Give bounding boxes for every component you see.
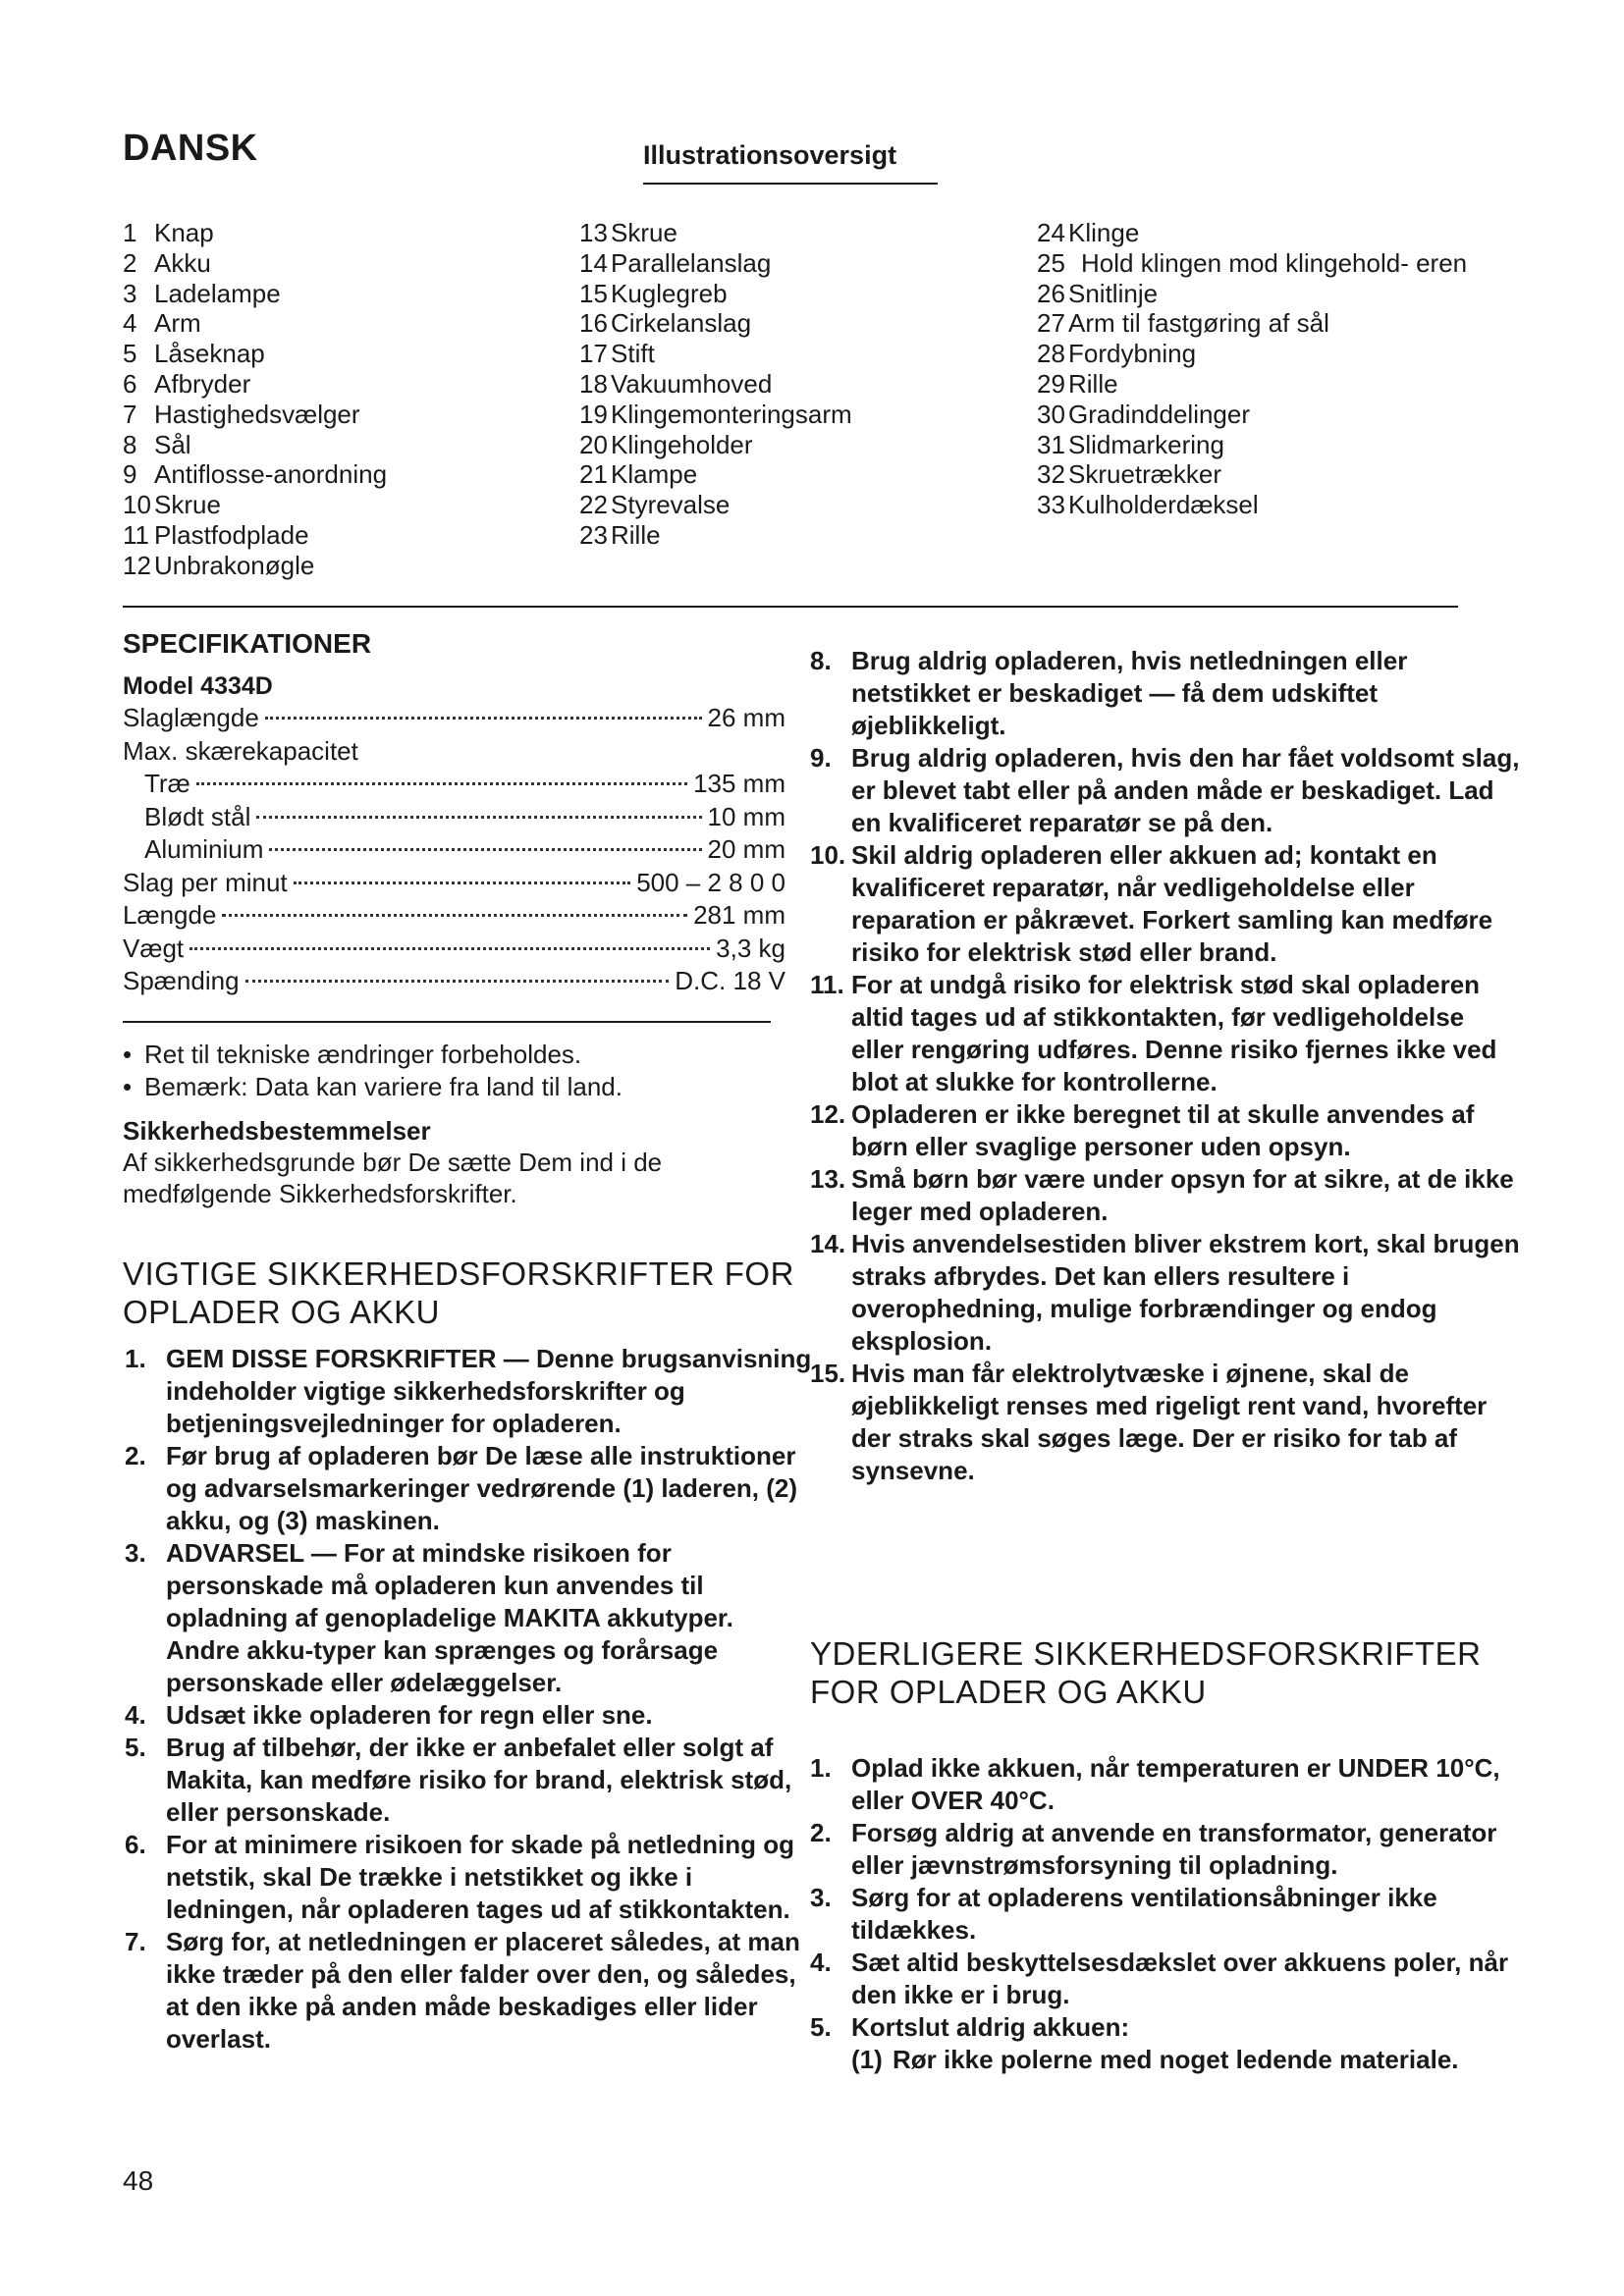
part-number: 25	[1037, 247, 1065, 278]
part-label: Stift	[611, 339, 655, 369]
list-item	[810, 1817, 1522, 1882]
part-item	[579, 339, 852, 369]
item-number: 10.	[810, 840, 846, 870]
part-label: Låseknap	[154, 339, 265, 369]
item-number: 3.	[125, 1538, 146, 1568]
list-item	[125, 1926, 812, 2056]
part-number: 9	[123, 459, 137, 490]
item-number: 11.	[810, 970, 844, 999]
item-text: ADVARSEL — For at mindske risikoen for personskade må opladeren kun anvendes til opladning af genopladelige MAKITA akkutyper. Andre akku-typer kan sprænges og forårsage personskade eller ødelæggelser.	[166, 1538, 733, 1697]
item-text: Hvis anvendelsestiden bliver ekstrem kort, skal brugen straks afbrydes. Det kan ellers resultere i overophedning, mulige forbrændinger og endog eksplosion.	[851, 1229, 1520, 1356]
part-number: 16	[579, 308, 608, 339]
spec-value: 26 mm	[707, 703, 785, 732]
part-number: 15	[579, 278, 608, 308]
illustration-overview-title: Illustrationsoversigt	[643, 140, 897, 170]
part-label: Rille	[611, 519, 661, 550]
item-text: For at minimere risikoen for skade på netledning og netstik, skal De trække i netstikket og ikke i ledningen, når opladeren tages ud af stikkontakten.	[166, 1830, 795, 1924]
spec-row	[123, 965, 785, 998]
part-item	[579, 308, 852, 339]
important-safety-title: VIGTIGE SIKKERHEDSFORSKRIFTER FOR OPLADER OG AKKU	[123, 1255, 794, 1330]
part-item	[1037, 459, 1469, 490]
spec-label: Slaglængde	[123, 703, 259, 732]
item-text: Forsøg aldrig at anvende en transformator, generator eller jævnstrømsforsyning til opladning.	[851, 1818, 1497, 1880]
title-underline	[643, 183, 938, 185]
part-item	[123, 218, 387, 248]
leader-dots	[189, 947, 710, 950]
part-label: Ladelampe	[154, 278, 281, 308]
part-number: 33	[1037, 490, 1065, 520]
part-number: 29	[1037, 368, 1065, 399]
leader-dots	[196, 782, 687, 785]
part-label: Klinge	[1068, 218, 1140, 247]
spec-label: Træ	[144, 769, 190, 798]
part-label: Sål	[154, 429, 191, 459]
item-number: 4.	[810, 1948, 832, 1977]
part-label: Unbrakonøgle	[154, 550, 315, 580]
part-item	[579, 369, 852, 400]
part-item	[1037, 279, 1469, 309]
list-item	[810, 1228, 1522, 1358]
parts-list-column-3	[1037, 218, 1469, 520]
part-number: 13	[579, 218, 608, 247]
spec-row	[123, 768, 785, 801]
item-number: 1.	[125, 1344, 146, 1373]
spec-value: 20 mm	[707, 834, 785, 864]
part-item	[1037, 308, 1469, 339]
list-item	[810, 2011, 1522, 2044]
section-divider	[123, 606, 1458, 608]
part-item	[579, 490, 852, 520]
list-item	[125, 1699, 812, 1732]
part-label: Antiflosse-anordning	[154, 459, 388, 490]
list-item	[125, 1440, 812, 1537]
parts-list-column-1	[123, 218, 387, 581]
part-label: Skrue	[611, 218, 677, 247]
item-text: GEM DISSE FORSKRIFTER — Denne brugsanvisning indeholder vigtige sikkerhedsforskrifter og betjeningsvejledninger for opladeren.	[166, 1344, 812, 1438]
part-label: Vakuumhoved	[611, 368, 773, 399]
spec-row	[123, 801, 785, 834]
page-number: 48	[123, 2165, 154, 2196]
part-number: 30	[1037, 399, 1065, 429]
part-number: 21	[579, 459, 608, 490]
spec-note: • Ret til tekniske ændringer forbeholdes.	[123, 1039, 790, 1071]
part-label: Plastfodplade	[154, 519, 309, 550]
part-number: 24	[1037, 218, 1065, 247]
item-text: Sørg for, at netledningen er placeret således, at man ikke træder på den eller falder over den, og således, at den ikke på anden måde beskadiges eller lider overlast.	[166, 1927, 800, 2054]
part-label: Kulholderdæksel	[1068, 490, 1259, 520]
list-item	[125, 1829, 812, 1926]
item-number: 8.	[810, 646, 832, 675]
part-item	[1037, 400, 1469, 430]
part-number: 2	[123, 247, 137, 278]
spec-label: Blødt stål	[144, 801, 251, 831]
part-label: Afbryder	[154, 368, 251, 399]
item-number: 5.	[125, 1733, 146, 1762]
item-number: 13.	[810, 1164, 846, 1194]
part-item	[123, 369, 387, 400]
leader-dots	[294, 881, 631, 884]
part-label: Klampe	[611, 459, 698, 490]
spec-row	[123, 867, 785, 900]
leader-dots	[265, 717, 702, 720]
part-label: Gradinddelinger	[1068, 399, 1251, 429]
part-number: 22	[579, 490, 608, 520]
part-item	[123, 490, 387, 520]
spec-value: 281 mm	[693, 900, 785, 930]
part-item	[1037, 369, 1469, 400]
leader-dots	[256, 816, 701, 819]
item-number: 6.	[125, 1830, 146, 1859]
item-text: Brug af tilbehør, der ikke er anbefalet eller solgt af Makita, kan medføre risiko for brand, elektrisk stød, eller personskade.	[166, 1733, 792, 1827]
part-number: 7	[123, 399, 137, 429]
part-label: Styrevalse	[611, 490, 731, 520]
part-number: 12	[123, 550, 151, 580]
spec-value: 3,3 kg	[716, 933, 785, 963]
important-safety-list	[125, 1343, 812, 2056]
part-number: 14	[579, 247, 608, 278]
part-item	[123, 308, 387, 339]
list-item	[810, 645, 1522, 742]
specifications-divider	[123, 1021, 771, 1023]
item-number: 15.	[810, 1359, 846, 1388]
specifications-table	[123, 702, 785, 998]
part-item	[1037, 218, 1469, 248]
part-item	[1037, 430, 1469, 460]
part-item	[123, 459, 387, 490]
part-number: 18	[579, 368, 608, 399]
list-item	[125, 1343, 812, 1440]
part-label: Knap	[154, 218, 214, 247]
spec-row	[123, 933, 785, 966]
part-label: Parallelanslag	[611, 247, 772, 278]
part-item	[579, 218, 852, 248]
spec-label: Spænding	[123, 966, 240, 995]
part-item	[579, 248, 852, 279]
part-number: 26	[1037, 278, 1065, 308]
spec-label: Længde	[123, 900, 217, 930]
item-text: Udsæt ikke opladeren for regn eller sne.	[166, 1700, 653, 1730]
item-number: 2.	[125, 1441, 146, 1470]
part-item	[1037, 490, 1469, 520]
part-item	[1037, 339, 1469, 369]
list-item	[125, 1732, 812, 1829]
item-number: 12.	[810, 1099, 846, 1129]
part-label: Snitlinje	[1068, 278, 1159, 308]
item-text: Sæt altid beskyttelsesdækslet over akkuens poler, når den ikke er i brug.	[851, 1948, 1509, 2009]
part-item	[123, 400, 387, 430]
part-label: Kuglegreb	[611, 278, 728, 308]
part-label: Klingeholder	[611, 429, 753, 459]
spec-row	[123, 899, 785, 933]
item-number: 9.	[810, 743, 832, 773]
sub-list-item	[851, 2044, 1522, 2076]
item-text: Kortslut aldrig akkuen:	[851, 2012, 1130, 2042]
important-safety-list-continued	[810, 645, 1522, 1487]
specifications-heading: SPECIFIKATIONER	[123, 628, 372, 659]
spec-row	[123, 833, 785, 867]
spec-value: D.C. 18 V	[675, 966, 785, 995]
part-item	[123, 430, 387, 460]
part-item	[123, 551, 387, 581]
spec-value: 500 – 2 8 0 0	[636, 867, 785, 897]
list-item	[810, 1358, 1522, 1487]
item-number: 5.	[810, 2012, 832, 2042]
list-item	[810, 1947, 1522, 2011]
part-item	[123, 339, 387, 369]
spec-value: 135 mm	[693, 769, 785, 798]
spec-note: • Bemærk: Data kan variere fra land til land.	[123, 1071, 790, 1103]
item-text: Hvis man får elektrolytvæske i øjnene, skal de øjeblikkeligt renses med rigeligt rent vand, hvorefter der straks skal søges læge. Der er risiko for tab af synsevne.	[851, 1359, 1488, 1485]
part-number: 11	[123, 519, 149, 550]
leader-dots	[245, 980, 670, 983]
language-heading: DANSK	[123, 128, 258, 169]
spec-value: 10 mm	[707, 801, 785, 831]
spec-label: Aluminium	[144, 834, 264, 864]
part-item	[1037, 248, 1469, 279]
part-number: 3	[123, 278, 137, 308]
safety-rules-text: Af sikkerhedsgrunde bør De sætte Dem ind i de medfølgende Sikkerhedsforskrifter.	[123, 1148, 663, 1208]
part-number: 19	[579, 399, 608, 429]
part-number: 10	[123, 490, 151, 520]
part-label: Skrue	[154, 490, 221, 520]
part-label: Cirkelanslag	[611, 308, 752, 339]
list-item	[810, 1752, 1522, 1817]
leader-dots	[269, 848, 701, 851]
part-number: 1	[123, 218, 137, 247]
item-text: For at undgå risiko for elektrisk stød skal opladeren altid tages ud af stikkontakten, før vedligeholdelse eller rengøring udføres. Denne risiko fjernes ikke ved blot at slukke for kontrollerne.	[851, 970, 1497, 1096]
item-text: Sørg for at opladerens ventilationsåbninger ikke tildækkes.	[851, 1883, 1437, 1945]
item-text: Små børn bør være under opsyn for at sikre, at de ikke leger med opladeren.	[851, 1164, 1514, 1226]
list-item	[810, 1098, 1522, 1163]
part-item	[579, 279, 852, 309]
list-item	[125, 1537, 812, 1699]
part-label: Hastighedsvælger	[154, 399, 360, 429]
additional-safety-list	[810, 1752, 1522, 2076]
part-number: 17	[579, 339, 608, 369]
sub-item-text: Rør ikke polerne med noget ledende materiale.	[893, 2045, 1459, 2074]
part-item	[579, 459, 852, 490]
item-number: 1.	[810, 1753, 832, 1783]
item-number: 14.	[810, 1229, 846, 1258]
part-label: Arm til fastgøring af sål	[1068, 308, 1329, 339]
part-number: 20	[579, 429, 608, 459]
part-item	[123, 248, 387, 279]
part-item	[579, 430, 852, 460]
part-number: 28	[1037, 339, 1065, 369]
additional-safety-title: YDERLIGERE SIKKERHEDSFORSKRIFTER FOR OPLADER OG AKKU	[810, 1635, 1482, 1710]
part-label: Arm	[154, 308, 201, 339]
list-item	[810, 1882, 1522, 1947]
part-number: 23	[579, 519, 608, 550]
sub-item-number: (1)	[851, 2045, 883, 2074]
list-item	[810, 1163, 1522, 1228]
part-label: Skruetrækker	[1068, 459, 1222, 490]
part-number: 6	[123, 368, 137, 399]
spec-row	[123, 735, 785, 769]
list-item	[810, 742, 1522, 839]
list-item	[810, 839, 1522, 969]
item-text: Opladeren er ikke beregnet til at skulle anvendes af børn eller svaglige personer uden opsyn.	[851, 1099, 1475, 1161]
leader-dots	[222, 914, 687, 917]
item-number: 7.	[125, 1927, 146, 1956]
part-number: 27	[1037, 308, 1065, 339]
item-number: 3.	[810, 1883, 832, 1912]
spec-label: Slag per minut	[123, 867, 288, 897]
part-label: Slidmarkering	[1068, 429, 1224, 459]
part-item	[123, 520, 387, 551]
part-number: 5	[123, 339, 137, 369]
specification-notes	[123, 1039, 790, 1103]
part-label: Hold klingen mod klingehold- eren	[1081, 247, 1468, 278]
safety-rules-heading: Sikkerhedsbestemmelser	[123, 1116, 431, 1146]
spec-label: Max. skærekapacitet	[123, 735, 358, 766]
item-text: Oplad ikke akkuen, når temperaturen er UNDER 10°C, eller OVER 40°C.	[851, 1753, 1500, 1815]
part-label: Fordybning	[1068, 339, 1197, 369]
part-number: 31	[1037, 429, 1065, 459]
part-item	[579, 400, 852, 430]
part-item	[579, 520, 852, 551]
model-label: Model 4334D	[123, 672, 273, 700]
parts-list-column-2	[579, 218, 852, 551]
item-number: 4.	[125, 1700, 146, 1730]
part-number: 8	[123, 429, 137, 459]
list-item	[810, 969, 1522, 1098]
item-text: Skil aldrig opladeren eller akkuen ad; kontakt en kvalificeret reparatør, når vedligeholdelse eller reparation er påkrævet. Forkert samling kan medføre risiko for elektrisk stød eller brand.	[851, 840, 1493, 967]
part-number: 32	[1037, 459, 1065, 490]
part-number: 4	[123, 308, 137, 339]
part-label: Rille	[1068, 368, 1118, 399]
item-text: Brug aldrig opladeren, hvis den har fået voldsomt slag, er blevet tabt eller på anden måde er beskadiget. Lad en kvalificeret reparatør se på den.	[851, 743, 1520, 837]
item-number: 2.	[810, 1818, 832, 1847]
spec-label: Vægt	[123, 933, 185, 963]
part-label: Akku	[154, 247, 211, 278]
spec-row	[123, 702, 785, 735]
item-text: Før brug af opladeren bør De læse alle instruktioner og advarselsmarkeringer vedrørende (1) laderen, (2) akku, og (3) maskinen.	[166, 1441, 798, 1535]
part-item	[123, 279, 387, 309]
part-label: Klingemonteringsarm	[611, 399, 852, 429]
item-text: Brug aldrig opladeren, hvis netledningen eller netstikket er beskadiget — få dem udskiftet øjeblikkeligt.	[851, 646, 1408, 740]
